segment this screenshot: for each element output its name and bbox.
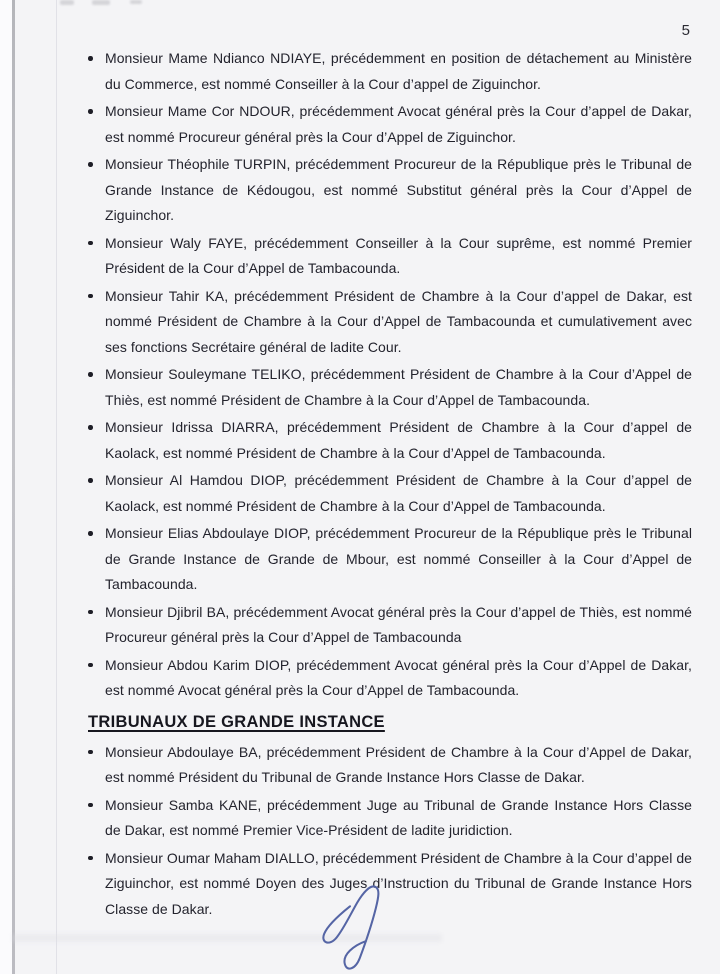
bullet-icon (88, 803, 93, 808)
bullet-icon (88, 162, 93, 167)
list-item (105, 740, 692, 791)
bullet-icon (88, 750, 93, 755)
smudge-mark (92, 0, 110, 5)
bullet-icon (88, 663, 93, 668)
list-item (105, 99, 692, 150)
bullet-icon (88, 109, 93, 114)
smudge-mark (60, 0, 74, 5)
bullet-icon (88, 425, 93, 430)
appointment-text: Monsieur Abdoulaye BA, précédemment Président de Chambre à la Cour d’Appel de Dakar, est nommé Président du Tribunal de Grande Instance Hors Classe de Dakar. (105, 743, 692, 785)
appointments-list-cours-appel (88, 46, 692, 704)
document-content (88, 46, 692, 924)
list-item (105, 152, 692, 229)
list-item (105, 415, 692, 466)
smudge-mark (130, 0, 142, 4)
list-item (105, 793, 692, 844)
paper-edge-line (56, 0, 57, 974)
appointment-text: Monsieur Samba KANE, précédemment Juge au Tribunal de Grande Instance Hors Classe de Dakar, est nommé Premier Vice-Président de ladite juridiction. (105, 796, 692, 838)
appointment-text: Monsieur Elias Abdoulaye DIOP, précédemment Procureur de la République près le Tribunal de Grande Instance de Grande de Mbour, est nommé Conseiller à la Cour d’Appel de Tambacounda. (105, 525, 692, 592)
appointment-text: Monsieur Abdou Karim DIOP, précédemment Avocat général près la Cour d’Appel de Dakar, est nommé Avocat général près la Cour d’Appel de Tambacounda. (105, 656, 692, 698)
list-item (105, 600, 692, 651)
appointment-text: Monsieur Al Hamdou DIOP, précédemment Président de Chambre à la Cour d’appel de Kaolack, est nommé Président de Chambre à la Cour d’Appel de Tambacounda. (105, 472, 692, 514)
bullet-icon (88, 478, 93, 483)
appointment-text: Monsieur Djibril BA, précédemment Avocat général près la Cour d’appel de Thiès, est nommé Procureur général près la Cour d’Appel de Tambacounda (105, 603, 692, 645)
scan-left-strip (0, 0, 12, 974)
appointment-text: Monsieur Waly FAYE, précédemment Conseiller à la Cour suprême, est nommé Premier Président de la Cour d’Appel de Tambacounda. (105, 234, 692, 276)
list-item (105, 231, 692, 282)
appointment-text: Monsieur Idrissa DIARRA, précédemment Président de Chambre à la Cour d’appel de Kaolack, est nommé Président de Chambre à la Cour d’Appel de Tambacounda. (105, 419, 692, 461)
list-item (105, 468, 692, 519)
scan-edge-line (12, 0, 15, 974)
list-item (105, 521, 692, 598)
appointment-text: Monsieur Mame Ndianco NDIAYE, précédemment en position de détachement au Ministère du Commerce, est nommé Conseiller à la Cour d’appel de Ziguinchor. (105, 50, 692, 92)
appointment-text: Monsieur Théophile TURPIN, précédemment Procureur de la République près le Tribunal de Grande Instance de Kédougou, est nommé Substitut général près la Cour d’Appel de Ziguinchor. (105, 156, 692, 223)
signature-mark (298, 876, 402, 974)
list-item (105, 362, 692, 413)
appointment-text: Monsieur Mame Cor NDOUR, précédemment Avocat général près la Cour d’appel de Dakar, est nommé Procureur général près la Cour d’Appel de Ziguinchor. (105, 103, 692, 145)
bullet-icon (88, 531, 93, 536)
bullet-icon (88, 610, 93, 615)
appointment-text: Monsieur Souleymane TELIKO, précédemment Président de Chambre à la Cour d’Appel de Thiès, est nommé Président de Chambre à la Cour d’Appel de Tambacounda. (105, 366, 692, 408)
bullet-icon (88, 56, 93, 61)
list-item (105, 653, 692, 704)
bullet-icon (88, 294, 93, 299)
bullet-icon (88, 856, 93, 861)
page-number: 5 (681, 22, 690, 39)
list-item (105, 284, 692, 361)
appointment-text: Monsieur Tahir KA, précédemment Président de Chambre à la Cour d’appel de Dakar, est nommé Président de Chambre à la Cour d’Appel de Tambacounda et cumulativement avec ses fonctions Secrétaire général de ladite Cour. (105, 287, 692, 355)
section-heading-tribunaux: TRIBUNAUX DE GRANDE INSTANCE (88, 712, 385, 731)
appointment-text: Monsieur Oumar Maham DIALLO, précédemment Président de Chambre à la Cour d’appel de Ziguinchor, est nommé Doyen des Juges d’Instruction du Tribunal de Grande Instance Hors Classe de Dakar. (105, 849, 692, 917)
bullet-icon (88, 372, 93, 377)
list-item (105, 46, 692, 97)
bullet-icon (88, 241, 93, 246)
